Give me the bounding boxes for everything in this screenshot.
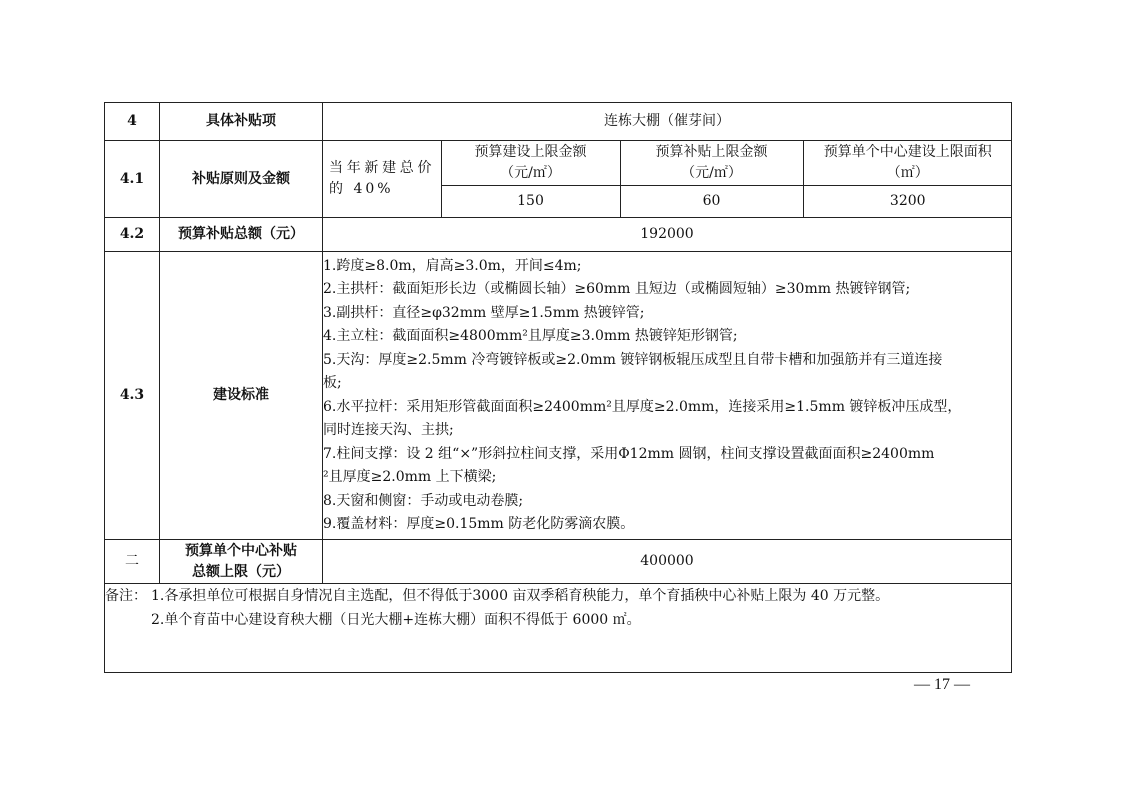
notes xyxy=(105,584,1012,673)
standard-line: 板; xyxy=(323,375,342,391)
subsidy-principle: 当年新建总价的 40% xyxy=(329,160,435,197)
item-name: 预算补贴总额（元） xyxy=(160,218,323,252)
row-number: 二 xyxy=(105,540,160,584)
standard-line: 8.天窗和侧窗：手动或电动卷膜; xyxy=(323,492,524,509)
row-number: 4.2 xyxy=(105,218,160,252)
standard-line: 7.柱间支撑：设 2 组“×”形斜拉柱间支撑，采用Φ12mm 圆钢，柱间支撑设置截面面积≥2400mm xyxy=(323,445,935,462)
row-number: 4.3 xyxy=(105,252,160,540)
standard-line: 9.覆盖材料：厚度≥0.15mm 防老化防雾滴农膜。 xyxy=(323,516,635,532)
note-item: 1.各承担单位可根据自身情况自主选配，但不得低于3000 亩双季稻育秧能力，单个育插秧中心补贴上限为 40 万元整。 xyxy=(151,588,890,604)
item-name: 具体补贴项 xyxy=(160,103,323,141)
row-4-3 xyxy=(105,252,1012,540)
subsidy-detail-table xyxy=(323,141,1012,217)
subsidy-detail-cell xyxy=(323,141,1012,218)
page-number: — 17 — xyxy=(914,676,970,693)
row-2 xyxy=(105,540,1012,584)
row-4-2 xyxy=(105,218,1012,252)
standard-line: 1.跨度≥8.0m，肩高≥3.0m，开间≤4m; xyxy=(323,257,582,274)
standard-line: 4.主立柱：截面面积≥4800mm²且厚度≥3.0mm 热镀锌矩形钢管; xyxy=(323,328,738,344)
item-name: 建设标准 xyxy=(160,252,323,540)
row-number: 4.1 xyxy=(105,141,160,218)
notes-label: 备注： xyxy=(105,588,147,604)
item-name: 预算单个中心补贴 总额上限（元） xyxy=(160,540,323,584)
row-number: 4 xyxy=(105,103,160,141)
header-subsidy-cap: 预算补贴上限金额 （元/㎡） xyxy=(620,141,803,185)
row-4 xyxy=(105,103,1012,141)
notes-row xyxy=(105,584,1012,673)
standard-line: ²且厚度≥2.0mm 上下横梁; xyxy=(323,469,497,485)
item-value: 192000 xyxy=(323,218,1012,252)
item-value: 400000 xyxy=(323,540,1012,584)
item-value: 连栋大棚（催芽间） xyxy=(323,103,1012,141)
standard-line: 同时连接天沟、主拱; xyxy=(323,422,454,438)
value-construction-cap: 150 xyxy=(441,185,620,217)
standard-line: 2.主拱杆：截面矩形长边（或椭圆长轴）≥60mm 且短边（或椭圆短轴）≥30mm 热镀锌钢管; xyxy=(323,281,911,297)
standard-line: 6.水平拉杆：采用矩形管截面面积≥2400mm²且厚度≥2.0mm，连接采用≥1.5mm 镀锌板冲压成型， xyxy=(323,398,962,415)
item-name: 补贴原则及金额 xyxy=(160,141,323,218)
value-subsidy-cap: 60 xyxy=(620,185,803,217)
row-4-1 xyxy=(105,141,1012,218)
standard-line: 3.副拱杆：直径≥φ32mm 壁厚≥1.5mm 热镀锌管; xyxy=(323,304,645,321)
header-area-cap: 预算单个中心建设上限面积 （㎡） xyxy=(803,141,1012,185)
note-item: 2.单个育苗中心建设育秧大棚（日光大棚+连栋大棚）面积不得低于 6000 ㎡。 xyxy=(151,612,641,628)
header-construction-cap: 预算建设上限金额 （元/㎡） xyxy=(441,141,620,185)
value-area-cap: 3200 xyxy=(803,185,1012,217)
subsidy-table xyxy=(104,102,1012,673)
construction-standards xyxy=(323,252,1012,540)
standard-line: 5.天沟：厚度≥2.5mm 冷弯镀锌板或≥2.0mm 镀锌钢板辊压成型且自带卡槽和加强筋并有三道连接 xyxy=(323,351,943,368)
